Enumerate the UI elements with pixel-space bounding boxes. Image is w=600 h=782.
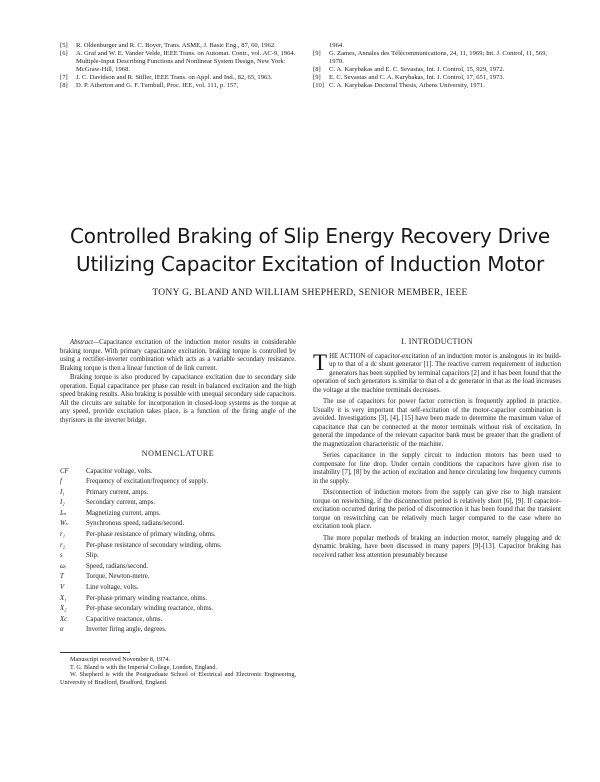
nomenclature-heading: NOMENCLATURE	[141, 449, 215, 458]
intro-paragraph: The more popular methods of braking an induction motor, namely plugging and dc dynamic braking, have been discussed in many papers [9]-[13]. Capacitor braking has received rather less attention presumably because	[313, 534, 561, 559]
abstract-label: Abstract—	[70, 339, 100, 346]
reference-item: [9] E. C. Sevastas and C. A. Karybakas, Int. J. Control, 17, 651, 1973.	[313, 74, 505, 82]
intro-paragraph: Series capacitance in the supply circuit to induction motors has been used to compensate for line drop. Under certain conditions the capacitors have given rise to instability [7], [8] by the action of excitation and hence circulating low frequency currents in the supply.	[313, 452, 561, 485]
reference-item: 1964.	[329, 42, 344, 49]
author-line: TONY G. BLAND AND WILLIAM SHEPHERD, SENIOR MEMBER, IEEE	[152, 288, 468, 298]
footnote-divider	[60, 652, 130, 653]
nomenclature-row: Wₛ Synchronous speed, radians/second.	[60, 520, 185, 528]
footnote-author-2: W. Shepherd is with the Postgraduate School of Electrical and Electronic Engineering, University of Bradford, Bradford, England.	[60, 671, 296, 687]
intro-paragraph: Disconnection of induction motors from the supply can give rise to high transient torque on reswitching, if the disconnection period is relatively short [6], [9]. If capacitor-excitation occurred during the period of disconnection it has been found that the transient torque on reswitching can be relatively much larger compared to the case where no excitation took place.	[313, 489, 561, 530]
intro-paragraph: The use of capacitors for power factor correction is frequently applied in practice. Usually it is very important that self-excitation of the motor-capacitor combination is avoided. Investigations [3], [4], [15] have been made to determine the maximum value of capacitance that can be connected at the motor terminals without risk of excitation. In general the impedance of the relevant capacitor bank must be greater than the gradient of the magnetization characteristic of the machine.	[313, 398, 561, 448]
nomenclature-row: CF Capacitor voltage, volts.	[60, 467, 153, 475]
intro-paragraph: THE ACTION of capacitor-excitation of an induction motor is analogous in its build-up to that of a dc shunt generator [1]. The reactive current requirement of induction generators has been supplied by terminal capacitors [2] and it has been found that the operation of such generators is similar to that of a dc generator in that as the load increases the voltage at the machine terminals decreases.	[313, 349, 561, 394]
nomenclature-row: X₁ Per-phase primary winding reactance, ohms.	[60, 594, 208, 602]
reference-item: [5] R. Oldenburger and R. C. Boyer, Trans. ASME, J. Basic Eng., 87, 60, 1962.	[60, 42, 276, 49]
abstract-paragraph: Abstract—Capacitance excitation of the induction motor results in considerable braking torque. With primary capacitance excitation, braking torque is controlled by using a rectifier-inverter combination which acts as a variable secondary resistance. Braking torque is then a linear function of de link current.	[60, 339, 296, 372]
top-references-right	[313, 42, 561, 91]
nomenclature-row: f Frequency of excitation/frequency of supply.	[60, 478, 209, 486]
top-references-left	[60, 42, 303, 91]
reference-item: [9] G. Zames, Annales des Télécommunications, 24, 11, 1969; Int. J. Control, 11, 569, 1970.	[313, 50, 548, 66]
nomenclature-row: I₂ Secondary current, amps.	[60, 499, 156, 507]
nomenclature-row: V Line voltage, volts.	[60, 584, 139, 592]
footnote-received: Manuscript received November 8, 1974.	[70, 656, 171, 663]
nomenclature-row: X₂ Per-phase secondary winding reactance, ohms.	[60, 605, 214, 613]
section-heading-introduction: I. INTRODUCTION	[401, 337, 473, 346]
drop-cap: T	[313, 349, 328, 375]
nomenclature-row: s Slip.	[60, 552, 99, 560]
nomenclature-row: T Torque, Newton-metre.	[60, 573, 150, 581]
nomenclature-row: ωᵣ Speed, radians/second.	[60, 562, 149, 570]
abstract	[60, 339, 296, 425]
right-column	[313, 338, 561, 560]
nomenclature-row: r₁ Per-phase resistance of primary winding, ohms.	[60, 531, 216, 539]
nomenclature-row: α Inverter firing angle, degrees.	[60, 626, 167, 634]
paper-title-line-2: Utilizing Capacitor Excitation of Induction Motor	[76, 252, 544, 276]
reference-item: [6] A. Graf and W. E. Vander Velde, IEEE Trans. on Automat. Contr., vol. AC-9, 1964. Multiple-Input Describing Functions and Nonlinear System Design, New York: McGraw-Hill, 1968.	[60, 50, 296, 74]
reference-item: [8] D. P. Atherton and G. F. Turnbull, Proc. IEE, vol. 111, p. 157,	[60, 82, 239, 90]
nomenclature-row: r₂ Per-phase resistance of secondary winding, ohms.	[60, 541, 222, 549]
reference-item: [10] C. A. Karybakas Doctoral Thesis, Athens University, 1971.	[313, 82, 485, 90]
nomenclature-list	[60, 467, 296, 637]
reference-item: [8] C. A. Karybakas and E. C. Sevastas, Int. J. Control, 15, 929, 1972.	[313, 66, 505, 74]
paper-title-line-1: Controlled Braking of Slip Energy Recovery Drive	[70, 224, 550, 248]
abstract-paragraph: Braking torque is also produced by capacitance excitation due to secondary side operation. Equal capacitance per phase can result in balanced excitation and the high speed braking results. Also braking is possible with unequal secondary side capacitors. All the circuits are suitable for incorporation in closed-loop systems as the torque at any speed, provide excitation takes place, is a function of the firing angle of the thyristors in the inverter bridge.	[60, 374, 296, 424]
nomenclature-row: I₁ Primary current, amps.	[60, 488, 149, 496]
nomenclature-row: Xc Capacitive reactance, ohms.	[60, 615, 163, 623]
footnote-author-1: T. G. Bland is with the Imperial College, London, England.	[70, 663, 217, 671]
nomenclature-row: Iₘ Magnetizing current, amps.	[60, 509, 161, 517]
reference-item: [7] J. C. Davidson and R. Stiller, IEEE Trans. on Appl. and Ind., 82, 65, 1963.	[60, 74, 273, 82]
left-column	[60, 339, 296, 687]
